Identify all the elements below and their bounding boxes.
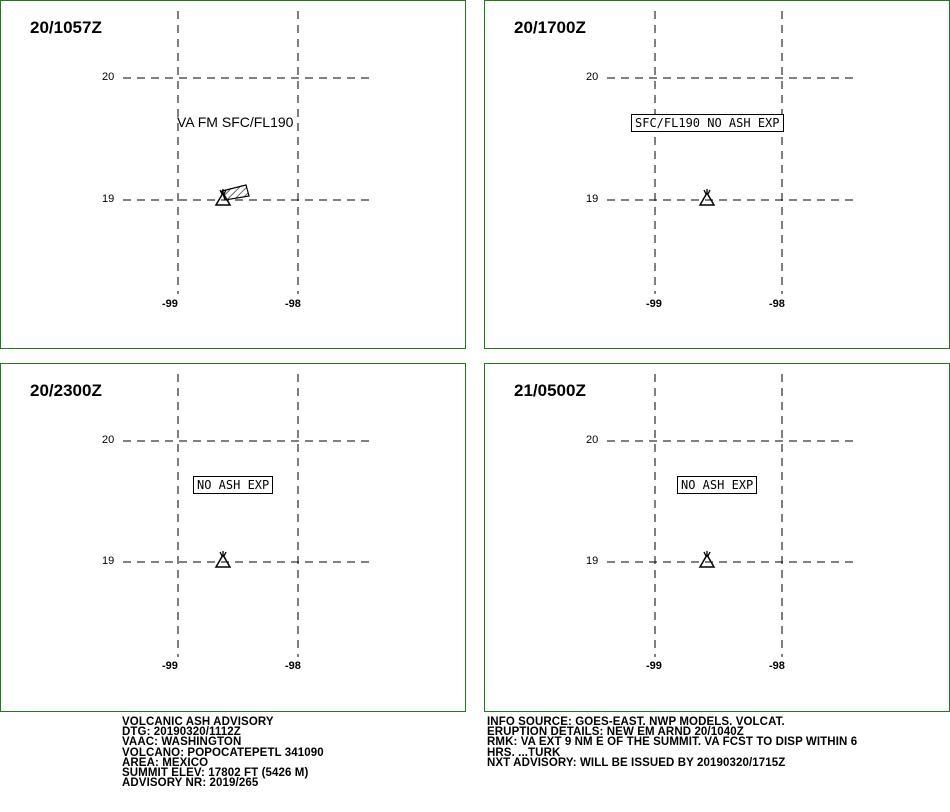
forecast-time: 21/0500Z	[514, 381, 586, 400]
forecast-panel-1	[0, 0, 466, 349]
lon-label-98: -98	[285, 660, 301, 672]
lat-label-19: 19	[102, 555, 115, 567]
advisory-info-left	[122, 717, 324, 788]
advisory-remarks: RMK: VA EXT 9 NM E OF THE SUMMIT. VA FCST TO DISP WITHIN 6	[487, 736, 858, 749]
lon-label-98: -98	[769, 298, 785, 310]
no-ash-label: NO ASH EXP	[677, 476, 757, 494]
map-grid	[1, 364, 467, 713]
lon-label-99: -99	[162, 298, 178, 310]
advisory-vaac: VAAC: WASHINGTON	[122, 736, 242, 749]
forecast-panel-4	[484, 363, 950, 712]
forecast-time: 20/1057Z	[30, 18, 102, 37]
advisory-next: NXT ADVISORY: WILL BE ISSUED BY 20190320/1715Z	[487, 756, 786, 769]
advisory-summit-elev: SUMMIT ELEV: 17802 FT (5426 M)	[122, 766, 309, 779]
map-grid	[485, 364, 950, 713]
ash-label: VA FM SFC/FL190	[177, 114, 294, 130]
advisory-area: AREA: MEXICO	[122, 756, 209, 769]
forecast-time: 20/2300Z	[30, 381, 102, 400]
lat-label-20: 20	[586, 434, 599, 446]
advisory-remarks-cont: HRS. ...TURK	[487, 746, 561, 759]
advisory-title: VOLCANIC ASH ADVISORY	[122, 716, 274, 728]
advisory-info-source: INFO SOURCE: GOES-EAST. NWP MODELS. VOLCAT.	[487, 716, 785, 728]
forecast-panel-2	[484, 0, 950, 349]
advisory-volcano: VOLCANO: POPOCATEPETL 341090	[122, 746, 324, 759]
volcano-icon	[216, 551, 230, 567]
no-ash-label: SFC/FL190 NO ASH EXP	[631, 114, 784, 132]
forecast-time: 20/1700Z	[514, 18, 586, 37]
lat-label-20: 20	[102, 71, 115, 83]
lon-label-99: -99	[162, 660, 178, 672]
advisory-number: ADVISORY NR: 2019/265	[122, 777, 259, 790]
lat-label-19: 19	[586, 555, 599, 567]
volcano-icon	[700, 189, 714, 205]
lat-label-20: 20	[102, 434, 115, 446]
map-grid	[485, 1, 950, 350]
lon-label-99: -99	[646, 660, 662, 672]
no-ash-label: NO ASH EXP	[193, 476, 273, 494]
lat-label-19: 19	[586, 193, 599, 205]
advisory-info-right	[487, 717, 857, 768]
lat-label-19: 19	[102, 193, 115, 205]
lat-label-20: 20	[586, 71, 599, 83]
lon-label-99: -99	[646, 298, 662, 310]
volcano-icon	[700, 551, 714, 567]
forecast-panel-3	[0, 363, 466, 712]
lon-label-98: -98	[769, 660, 785, 672]
advisory-eruption-details: ERUPTION DETAILS: NEW EM ARND 20/1040Z	[487, 726, 744, 739]
map-grid	[1, 1, 467, 350]
advisory-dtg: DTG: 20190320/1112Z	[122, 726, 241, 739]
lon-label-98: -98	[285, 298, 301, 310]
